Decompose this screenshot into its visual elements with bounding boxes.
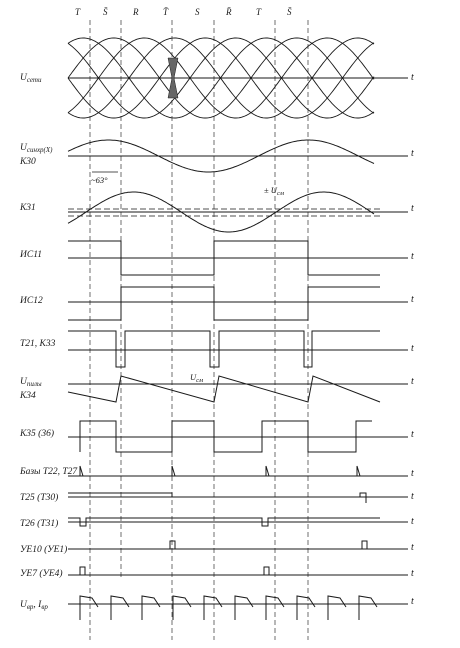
- output-segment: [328, 596, 346, 620]
- time-label: t: [411, 251, 414, 262]
- base-spike: [80, 466, 83, 476]
- sawtooth-waveform: [68, 376, 380, 402]
- signal-label-u-pily: $U_{пилы}$: [20, 377, 42, 388]
- phase-label: S: [195, 7, 200, 17]
- time-axes: [68, 78, 408, 604]
- base-spike: [266, 466, 269, 476]
- ue10-pulse: [170, 541, 175, 549]
- time-label: t: [411, 542, 414, 553]
- phase-labels: [75, 7, 292, 17]
- output-segment: [204, 596, 222, 620]
- signal-label-k31: К31: [20, 203, 36, 213]
- base-spike: [357, 466, 360, 476]
- time-label: t: [411, 148, 414, 159]
- angle-annotation: ~63°: [91, 175, 108, 185]
- signal-label-ue10: УЕ10 (УЕ1): [20, 545, 68, 555]
- base-spike: [172, 466, 175, 476]
- phase-label: T̄: [163, 7, 169, 17]
- output-segment: [235, 596, 253, 620]
- output-segment: [173, 596, 191, 620]
- k35-waveform: [80, 421, 372, 452]
- signal-label-t21: Т21, К33: [20, 339, 56, 349]
- signal-label-is12: ИС12: [20, 296, 43, 306]
- time-label: t: [411, 203, 414, 214]
- ue10-pulse: [362, 541, 367, 549]
- time-label: t: [411, 343, 414, 354]
- signal-label-u-sinhr: $U_{синхр(Х)}$: [20, 143, 53, 154]
- ucm-annotation: $U_{см}$: [190, 372, 204, 384]
- ue7-pulse: [264, 567, 269, 575]
- t25-waveform: [68, 493, 366, 503]
- time-axis-labels: [411, 72, 414, 607]
- vertical-guide-lines: [90, 20, 308, 640]
- time-label: t: [411, 468, 414, 479]
- time-label: t: [411, 294, 414, 305]
- output-segment: [297, 596, 315, 620]
- phase-label: R: [133, 7, 139, 17]
- time-label: t: [411, 376, 414, 387]
- output-segment: [111, 596, 129, 620]
- output-segment: [359, 596, 377, 620]
- output-segment: [142, 596, 160, 620]
- signal-label-t26: Т26 (Т31): [20, 519, 59, 529]
- signal-label-k30: К30: [20, 157, 36, 167]
- signal-label-bazy: Базы Т22, Т27: [20, 467, 78, 477]
- phase-label: T: [256, 7, 262, 17]
- time-label: t: [411, 516, 414, 527]
- signal-label-ue7: УЕ7 (УЕ4): [20, 569, 63, 579]
- time-label: t: [411, 568, 414, 579]
- phase-label: T: [75, 7, 81, 17]
- signal-label-u-vyh: $U_{вр}$, $I_{вр}$: [20, 600, 48, 611]
- time-label: t: [411, 491, 414, 502]
- phase-label: S̄: [287, 7, 292, 17]
- time-label: t: [411, 429, 414, 440]
- phase-label: R̄: [226, 7, 232, 17]
- offset-voltage-annotation: ± $U_{см}$: [264, 185, 284, 197]
- waveforms: [68, 38, 380, 620]
- signal-label-u-seti: $U_{сети}$: [20, 73, 42, 84]
- signal-label-k34: К34: [20, 391, 36, 401]
- signal-label-k35: К35 (36): [20, 429, 55, 439]
- signal-label-is11: ИС11: [20, 250, 42, 260]
- time-label: t: [411, 596, 414, 607]
- phase-label: S̄: [103, 7, 108, 17]
- ue7-pulse: [80, 567, 85, 575]
- signal-labels: [19, 73, 78, 611]
- t21-waveform: [68, 331, 380, 367]
- annotations: [91, 175, 284, 384]
- time-label: t: [411, 72, 414, 83]
- signal-label-t25: Т25 (Т30): [20, 493, 59, 503]
- output-segment: [80, 596, 98, 620]
- is12-waveform: [68, 287, 380, 320]
